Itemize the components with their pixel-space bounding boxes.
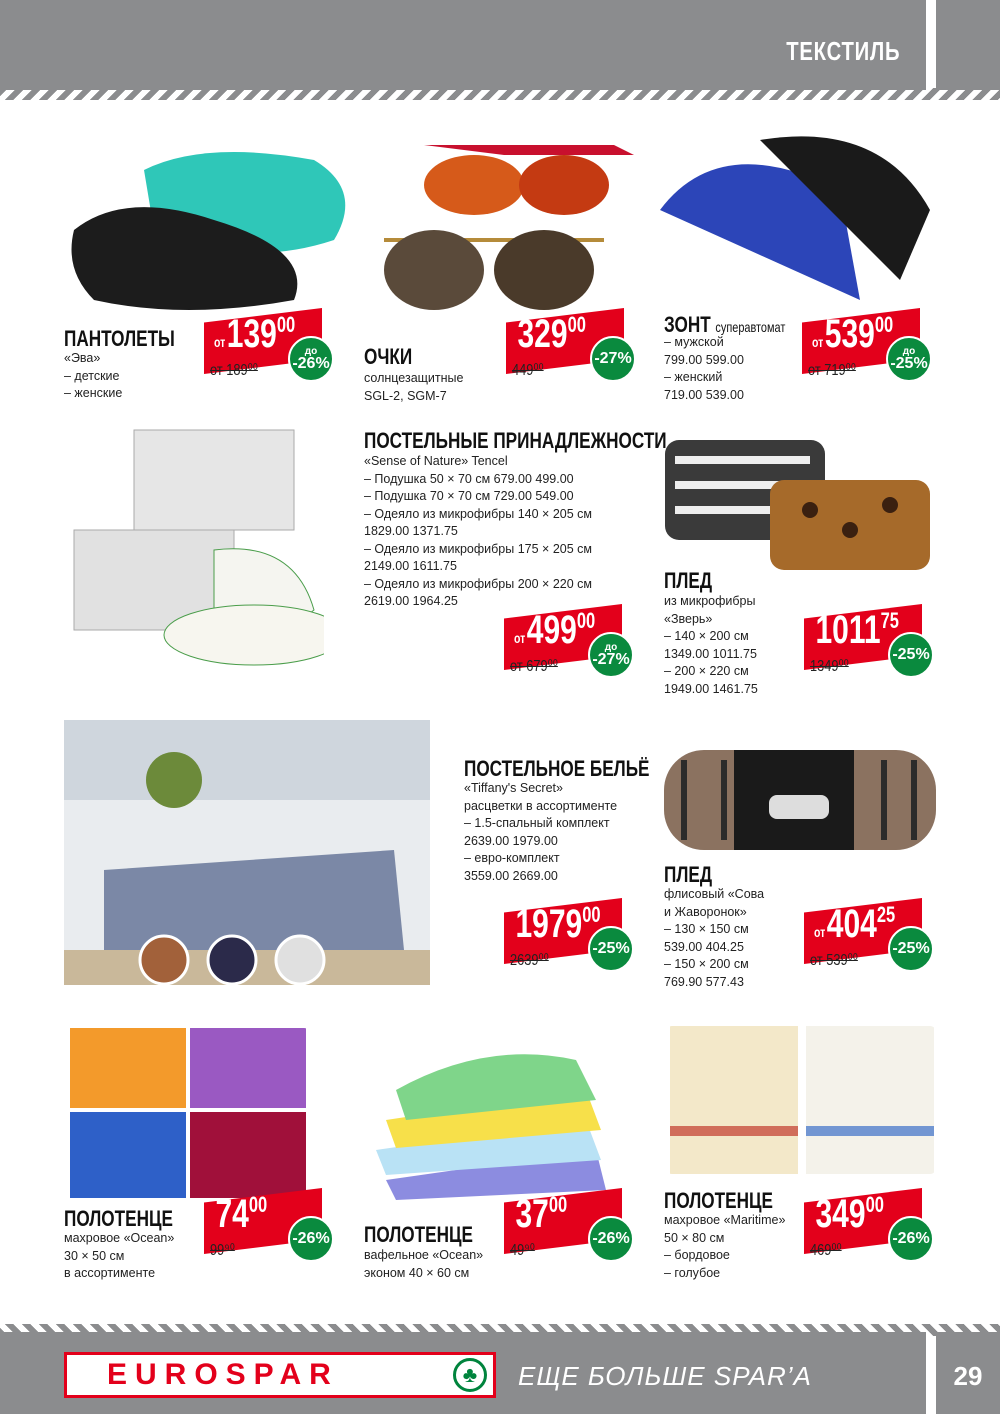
fleece-plaid-image [664,740,936,860]
discount-badge: -25% [588,926,634,972]
product-name: ПОЛОТЕНЦЕ [664,1188,773,1213]
old-price: 2639⁰⁰ [510,952,549,969]
price-kopecks: 00 [548,1192,568,1217]
price-rubles: 1979 [515,902,583,946]
old-price: от 679⁰⁰ [510,658,558,675]
discount-badge: -26% [288,1216,334,1262]
product-description: «Tiffany's Secret» расцветки в ассортименте – 1.5-спальный комплект 2639.00 1979.00 – евро-комплект 3559.00 2669.00 [464,781,618,883]
old-price: 99⁹⁰ [210,1242,235,1259]
price-tag: $от539^{00}$ от 719⁰⁰ до -25% [802,308,930,378]
slogan: ЕЩЕ БОЛЬШЕ SPAR’A [518,1361,812,1391]
price-tag [504,1188,632,1258]
discount-badge: -25% [888,632,934,678]
old-price: от 719⁰⁰ [808,362,856,379]
old-price: 449⁰⁰ [512,362,544,379]
product-name: ПЛЕД [664,862,713,887]
product-name: ПЛЕД [664,568,713,593]
product-name: ОЧКИ [364,344,413,369]
sunglasses-image [364,125,634,335]
eurospar-logo [64,1352,496,1398]
section-title: ТЕКСТИЛЬ [785,36,900,66]
logo-text: EUROSPAR [107,1358,339,1391]
price-tag: $от404^{25}$ от 539⁰⁰ -25% [804,898,932,968]
header-zigzag [0,88,1000,100]
waffle-towels-image [366,1040,616,1200]
price-tag [804,1188,932,1258]
price-rubles: 329 [517,312,568,356]
slippers-image [64,130,354,320]
price-kopecks: 00 [248,1192,268,1217]
old-price: от 189⁰⁰ [210,362,258,379]
price-kopecks: 00 [865,1192,884,1217]
old-price: 1349⁰⁰ [810,658,849,675]
price-kopecks: 00 [582,902,601,927]
product-description: «Эва» – детские – женские [64,351,123,400]
header-corner [936,0,1000,90]
product-description: флисовый «Сова и Жаворонок» – 130 × 150 см 539.00 404.25 – 150 × 200 см 769.90 577.43 [664,887,765,989]
price-kopecks: 00 [576,608,596,633]
product-description: – мужской 799.00 599.00 – женский 719.00 539.00 [664,335,744,402]
discount-badge: до -26% [288,336,334,382]
price-tag [204,1188,332,1258]
bed-linen-image [64,720,430,985]
discount-badge: -26% [888,1216,934,1262]
price-tag: $от499^{00}$ от 679⁰⁰ до -27% [504,604,632,674]
price-rubles: 499 [526,608,577,652]
price-rubles: 539 [824,312,875,356]
product-name: ПОСТЕЛЬНЫЕ ПРИНАДЛЕЖНОСТИ [364,428,667,453]
price-tag: $от139^{00}$ от 189⁰⁰ до -26% [204,308,332,378]
discount-badge: до -27% [588,632,634,678]
umbrellas-image [660,130,930,320]
towels-ocean-image [64,1028,310,1198]
price-tag [504,898,632,968]
product-name: ПАНТОЛЕТЫ [64,326,175,351]
price-kopecks: 75 [880,608,899,633]
product-description: «Sense of Nature» Tencel – Подушка 50 × 70 см 679.00 499.00 – Подушка 70 × 70 см 729.00 549.00 – Одеяло из микрофибры 140 × 205 см 1829.00 1371.75 – Одеяло из микрофибры 175 × 205 см 2149.00 1611.75 – Одеяло из микрофибры 200 × 220 см 2619.00 1964.25 [364,454,592,608]
price-kopecks: 00 [874,312,894,337]
product-description: вафельное «Ocean» эконом 40 × 60 см [364,1248,484,1280]
discount-badge: -27% [590,336,636,382]
discount-badge: -26% [588,1216,634,1262]
page-number: 29 [953,1361,983,1391]
old-price: 49⁹⁰ [510,1242,535,1259]
towels-maritime-image [666,1026,936,1174]
bedding-set-image [64,420,324,670]
discount-badge: -25% [888,926,934,972]
price-kopecks: 00 [567,312,586,337]
old-price: от 539⁰⁰ [810,952,858,969]
price-rubles: 139 [226,312,277,356]
product-description: махровое «Ocean» 30 × 50 см в ассортименте [64,1231,175,1280]
price-kopecks: 00 [276,312,296,337]
blankets-image [660,430,935,570]
price-tag [804,604,932,674]
old-price: 469⁰⁰ [810,1242,842,1259]
product-name: ПОСТЕЛЬНОЕ БЕЛЬЁ [464,756,650,781]
price-kopecks: 25 [876,902,896,927]
price-rubles: 74 [215,1192,249,1236]
price-tag [506,308,634,378]
price-rubles: 37 [515,1192,549,1236]
price-rubles: 404 [826,902,877,946]
spar-tree-icon: ♣ [453,1358,487,1392]
product-name: ЗОНТ суперавтомат [664,312,786,337]
product-name: ПОЛОТЕНЦЕ [364,1222,473,1247]
discount-badge: до -25% [886,336,932,382]
product-description: солнцезащитные SGL-2, SGM-7 [364,371,464,403]
price-rubles: 349 [815,1192,866,1236]
product-description: из микрофибры «Зверь» – 140 × 200 см 1349.00 1011.75 – 200 × 220 см 1949.00 1461.75 [664,594,758,696]
product-description: махровое «Maritime» 50 × 80 см – бордовое – голубое [664,1213,786,1280]
product-name: ПОЛОТЕНЦЕ [64,1206,173,1231]
price-rubles: 1011 [815,608,881,652]
